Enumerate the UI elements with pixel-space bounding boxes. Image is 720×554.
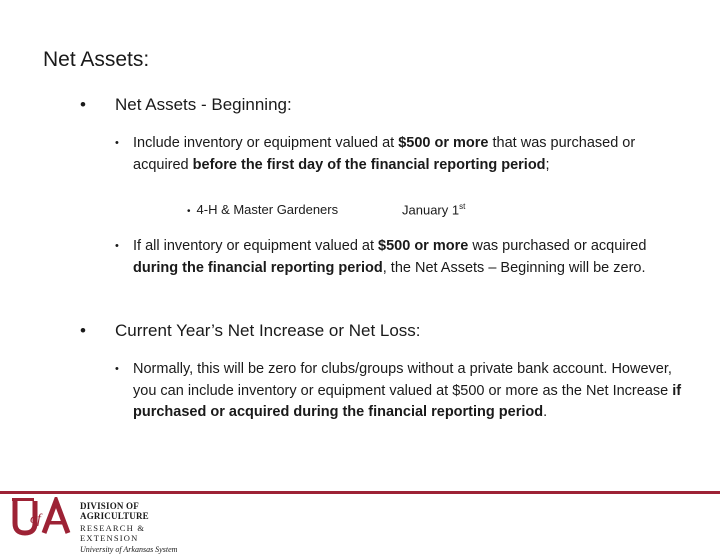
svg-text:of: of [30,512,41,527]
section-heading: Current Year’s Net Increase or Net Loss: [115,321,421,340]
logo-wordmark [80,501,200,554]
logo-line-3: University of Arkansas System [80,545,178,554]
list-item-text: If all inventory or equipment valued at $500 or more was purchased or acquired during the financial reporting period, the Net Assets – Beginning will be zero. [133,238,647,276]
bullet: • [115,240,119,252]
list-item-text: Include inventory or equipment valued at $500 or more that was purchased or acquired before the first day of the financial reporting period; [133,135,636,173]
bullet: • [80,321,86,340]
bullet: • [115,137,119,149]
bullet: • [187,206,191,217]
sub-item-date: January 1st [402,202,466,218]
list-item [115,236,685,279]
logo-line-2: RESEARCH & EXTENSION [80,523,146,543]
section-heading: Net Assets - Beginning: [115,95,292,114]
bullet: • [115,363,119,375]
uofa-logo-icon [10,497,74,537]
sub-list-item [187,202,466,218]
footer-divider [0,491,720,494]
bullet: • [80,95,86,114]
page-title: Net Assets: [43,48,150,71]
list-item [115,359,685,424]
sub-item-label: 4-H & Master Gardeners [196,202,339,217]
logo [10,497,200,554]
logo-line-1: DIVISION OF AGRICULTURE [80,501,149,521]
list-item [115,133,685,176]
list-item-text: Normally, this will be zero for clubs/groups without a private bank account. However, you can include inventory or equipment valued at $500 or more as the Net Increase if purchased or acquired during the financial reporting period. [133,361,682,421]
